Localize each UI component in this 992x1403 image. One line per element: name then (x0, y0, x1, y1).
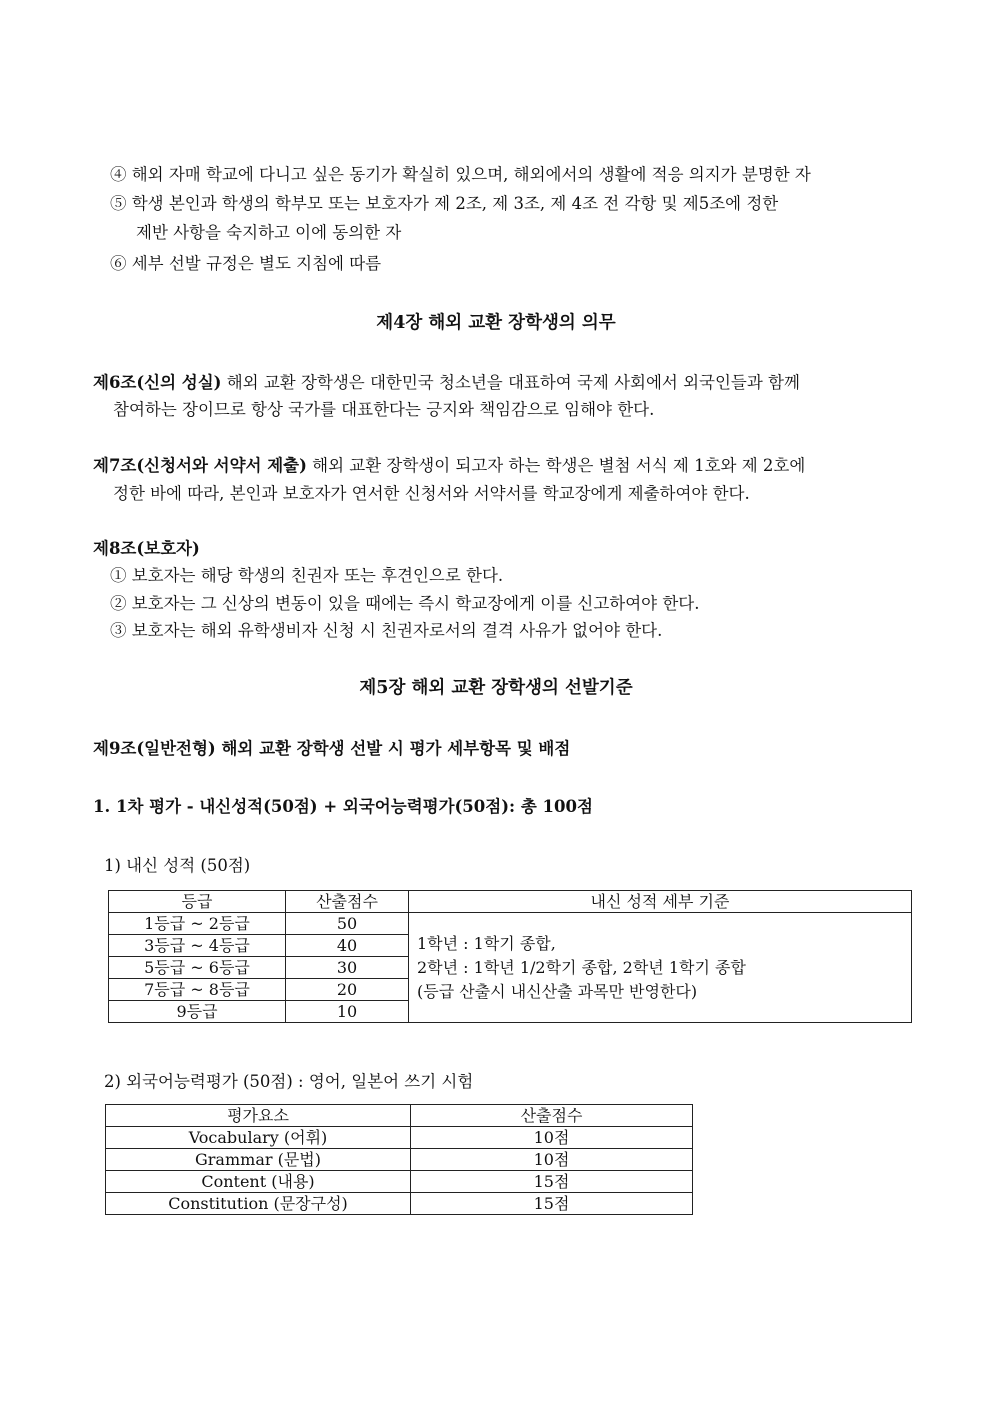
grade-cell: 9등급 (109, 1001, 286, 1023)
article8-heading: 제8조(보호자) (93, 539, 200, 558)
article8-item-1: ① 보호자는 해당 학생의 친권자 또는 후견인으로 한다. (110, 566, 504, 585)
element-cell: Content (내용) (106, 1171, 411, 1193)
eligibility-item-6: ⑥ 세부 선발 규정은 별도 지침에 따름 (110, 254, 382, 273)
gpa-table (108, 890, 912, 1023)
table-row (106, 1127, 693, 1149)
article6-text: 해외 교환 장학생은 대한민국 청소년을 대표하여 국제 사회에서 외국인들과 함께 (226, 373, 800, 392)
score-cell: 15점 (411, 1193, 693, 1215)
language-section-title: 2) 외국어능력평가 (50점) : 영어, 일본어 쓰기 시험 (104, 1072, 474, 1091)
eligibility-item-5: ⑤ 학생 본인과 학생의 학부모 또는 보호자가 제 2조, 제 3조, 제 4조 전 각항 및 제5조에 정한 (110, 194, 779, 213)
article7-heading: 제7조(신청서와 서약서 제출) (93, 456, 307, 475)
eligibility-item-5-cont: 제반 사항을 숙지하고 이에 동의한 자 (136, 223, 402, 242)
grade-cell: 1등급 ~ 2등급 (109, 913, 286, 935)
grade-cell: 3등급 ~ 4등급 (109, 935, 286, 957)
language-table (105, 1104, 693, 1215)
score-cell: 15점 (411, 1171, 693, 1193)
header-grade: 등급 (109, 891, 286, 913)
grade-cell: 7등급 ~ 8등급 (109, 979, 286, 1001)
element-cell: Grammar (문법) (106, 1149, 411, 1171)
table-header-row (106, 1105, 693, 1127)
table-row (106, 1193, 693, 1215)
grade-cell: 5등급 ~ 6등급 (109, 957, 286, 979)
article6-line2: 참여하는 장이므로 항상 국가를 대표한다는 긍지와 책임감으로 임해야 한다. (113, 400, 655, 419)
header-element: 평가요소 (106, 1105, 411, 1127)
score-cell: 10점 (411, 1127, 693, 1149)
chapter5-title: 제5장 해외 교환 장학생의 선발기준 (359, 678, 633, 698)
score-cell: 50 (286, 913, 409, 935)
gpa-section-title: 1) 내신 성적 (50점) (104, 856, 251, 875)
article7-text: 해외 교환 장학생이 되고자 하는 학생은 별첨 서식 제 1호와 제 2호에 (312, 456, 806, 475)
table-header-row (109, 891, 912, 913)
article8-item-3: ③ 보호자는 해외 유학생비자 신청 시 친권자로서의 결격 사유가 없어야 한다. (110, 621, 663, 640)
table-row (106, 1171, 693, 1193)
score-cell: 40 (286, 935, 409, 957)
table-row (109, 913, 912, 935)
criteria-cell (409, 913, 912, 1023)
element-cell: Vocabulary (어휘) (106, 1127, 411, 1149)
score-cell: 10점 (411, 1149, 693, 1171)
article9-heading: 제9조(일반전형) 해외 교환 장학생 선발 시 평가 세부항목 및 배점 (93, 739, 571, 758)
header-score: 산출점수 (286, 891, 409, 913)
evaluation1-heading: 1. 1차 평가 - 내신성적(50점) + 외국어능력평가(50점): 총 100점 (93, 797, 593, 816)
criteria-line-1: 1학년 : 1학기 종합, (417, 933, 556, 953)
score-cell: 10 (286, 1001, 409, 1023)
header-score: 산출점수 (411, 1105, 693, 1127)
score-cell: 20 (286, 979, 409, 1001)
element-cell: Constitution (문장구성) (106, 1193, 411, 1215)
article8-item-2: ② 보호자는 그 신상의 변동이 있을 때에는 즉시 학교장에게 이를 신고하여야 한다. (110, 594, 700, 613)
chapter4-title: 제4장 해외 교환 장학생의 의무 (376, 313, 616, 333)
criteria-line-2: 2학년 : 1학년 1/2학기 종합, 2학년 1학기 종합 (417, 957, 746, 977)
article7-line2: 정한 바에 따라, 본인과 보호자가 연서한 신청서와 서약서를 학교장에게 제출하여야 한다. (113, 484, 750, 503)
table-row (106, 1149, 693, 1171)
score-cell: 30 (286, 957, 409, 979)
article6-line1 (93, 369, 800, 397)
criteria-line-3: (등급 산출시 내신산출 과목만 반영한다) (417, 981, 698, 1001)
header-criteria: 내신 성적 세부 기준 (409, 891, 912, 913)
article7-line1 (93, 452, 805, 480)
eligibility-item-4: ④ 해외 자매 학교에 다니고 싶은 동기가 확실히 있으며, 해외에서의 생활에 적응 의지가 분명한 자 (110, 165, 811, 184)
article6-heading: 제6조(신의 성실) (93, 373, 222, 392)
